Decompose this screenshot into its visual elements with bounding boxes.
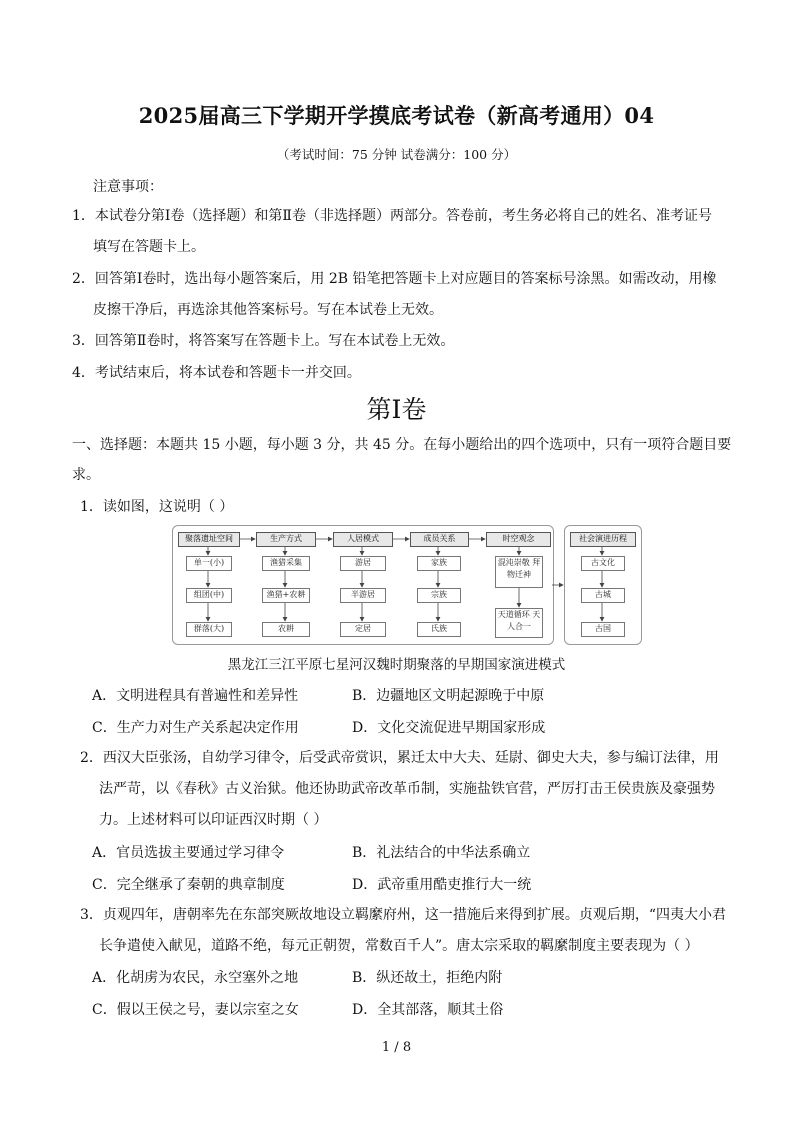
question-1-option-d: D．文化交流促进早期国家形成 [352, 720, 546, 736]
evolution-diagram [172, 525, 642, 645]
question-2-option-a: A．官员选拔主要通过学习律令 [92, 845, 285, 861]
diagram-col6-item: 古国 [581, 622, 625, 637]
diagram-head-settlement: 聚落遗址空间 [178, 532, 240, 547]
question-3-option-a: A．化胡虏为农民，永空塞外之地 [92, 970, 299, 986]
diagram-col4-item: 家族 [417, 556, 461, 571]
question-1-stem: 1．读如图，这说明（ ） [80, 499, 234, 515]
question-3-stem-line-2: 长争遣使入献见，道路不绝，每元正朝贺，常数百千人”。唐太宗采取的羁縻制度主要表现为（ ） [99, 938, 699, 954]
diagram-head-production: 生产方式 [256, 532, 316, 547]
diagram-col4-item: 宗族 [417, 588, 461, 603]
diagram-col2-item: 农耕 [262, 622, 310, 637]
notice-heading: 注意事项： [93, 179, 163, 195]
diagram-col4-item: 氏族 [417, 622, 461, 637]
question-2-stem-line-1: 2．西汉大臣张汤，自幼学习律令，后受武帝赏识，累迁太中大夫、廷尉、御史大夫，参与编订法律，用 [80, 750, 719, 766]
section-intro-line-2: 求。 [72, 467, 100, 483]
diagram-col5-item: 混沌崇敬 拜物迁神 [495, 556, 543, 588]
exam-subtitle: （考试时间：75 分钟 试卷满分：100 分） [276, 147, 517, 162]
notice-item-3: 3．回答第Ⅱ卷时，将答案写在答题卡上。写在本试卷上无效。 [72, 333, 455, 349]
section-title: 第Ⅰ卷 [366, 395, 427, 424]
diagram-col1-item: 单一(小) [186, 556, 232, 571]
diagram-head-social: 社会演进历程 [570, 532, 636, 547]
question-2-stem-line-3: 力。上述材料可以印证西汉时期（ ） [99, 812, 328, 828]
question-2-option-c: C．完全继承了秦朝的典章制度 [92, 877, 285, 893]
question-3-option-d: D．全其部落，顺其土俗 [352, 1002, 504, 1018]
diagram-col2-item: 渔猎+农耕 [262, 588, 310, 603]
section-intro-line-1: 一、选择题：本题共 15 小题，每小题 3 分，共 45 分。在每小题给出的四个选项中，只有一项符合题目要 [72, 437, 732, 453]
question-3-stem-line-1: 3．贞观四年，唐朝率先在东部突厥故地设立羁縻府州，这一措施后来得到扩展。贞观后期，“四夷大小君 [80, 907, 727, 923]
question-3-option-b: B．纵还故土，拒绝内附 [352, 970, 503, 986]
question-3-option-c: C．假以王侯之号，妻以宗室之女 [92, 1002, 299, 1018]
diagram-col3-item: 游居 [340, 556, 386, 571]
diagram-head-members: 成员关系 [410, 532, 469, 547]
diagram-col6-item: 古城 [581, 588, 625, 603]
question-1-option-c: C．生产力对生产关系起决定作用 [92, 720, 299, 736]
question-1-option-b: B．边疆地区文明起源晚于中原 [352, 688, 545, 704]
notice-item-2-line-1: 2．回答第Ⅰ卷时，选出每小题答案后，用 2B 铅笔把答题卡上对应题目的答案标号涂黑。如需改动，用橡 [72, 271, 717, 287]
diagram-col6-item: 古文化 [581, 556, 625, 571]
diagram-head-spacetime: 时空观念 [486, 532, 551, 547]
notice-item-2-line-2: 皮擦干净后，再选涂其他答案标号。写在本试卷上无效。 [93, 302, 443, 318]
question-2-stem-line-2: 法严苛，以《春秋》古义治狱。他还协助武帝改革币制，实施盐铁官营，严厉打击王侯贵族及豪强势 [99, 781, 715, 797]
question-1-option-a: A．文明进程具有普遍性和差异性 [92, 688, 299, 704]
notice-item-1-line-1: 1．本试卷分第Ⅰ卷（选择题）和第Ⅱ卷（非选择题）两部分。答卷前，考生务必将自己的姓名、准考证号 [72, 208, 712, 224]
notice-item-4: 4．考试结束后，将本试卷和答题卡一并交回。 [72, 365, 361, 381]
page-number: 1 / 8 [381, 1040, 412, 1055]
diagram-col3-item: 定居 [340, 622, 386, 637]
notice-item-1-line-2: 填写在答题卡上。 [93, 239, 205, 255]
diagram-col2-item: 渔猎采集 [262, 556, 310, 571]
exam-title: 2025届高三下学期开学摸底考试卷（新高考通用）04 [138, 103, 655, 128]
diagram-head-dwelling: 人居模式 [333, 532, 393, 547]
diagram-col3-item: 半游居 [340, 588, 386, 603]
question-2-option-b: B．礼法结合的中华法系确立 [352, 845, 531, 861]
diagram-col1-item: 群落(大) [186, 622, 232, 637]
diagram-caption: 黑龙江三江平原七星河汉魏时期聚落的早期国家演进模式 [227, 657, 566, 673]
diagram-col1-item: 组团(中) [186, 588, 232, 603]
diagram-col5-item: 天道循环 天人合一 [495, 608, 543, 638]
question-2-option-d: D．武帝重用酷吏推行大一统 [352, 877, 532, 893]
